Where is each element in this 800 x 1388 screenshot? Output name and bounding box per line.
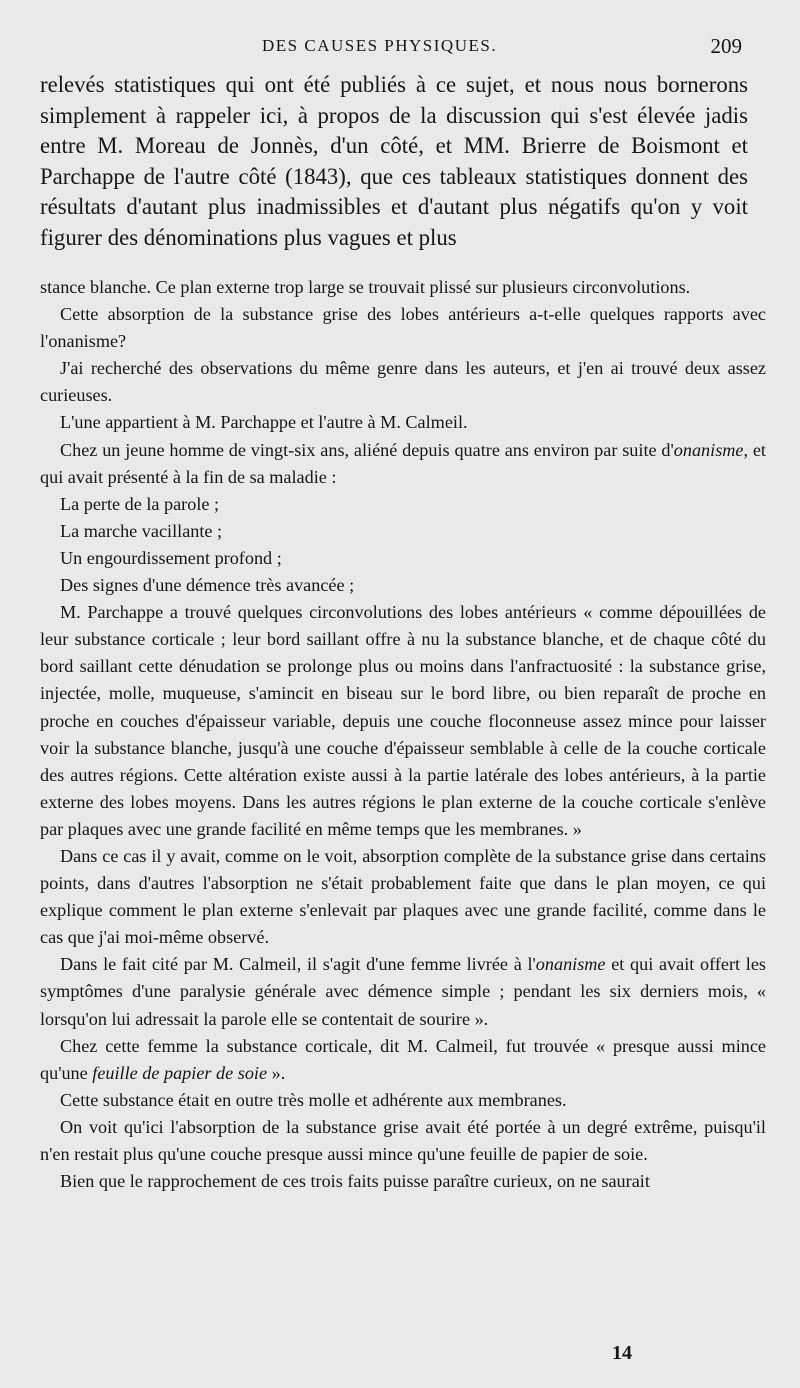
p9-text-a: Chez cette femme la substance corticale, dit M. Calmeil, fut trouvée « presque aussi mince qu'une xyxy=(40,1035,766,1083)
paragraph-10: Cette substance était en outre très molle et adhérente aux membranes. xyxy=(60,1089,567,1110)
p8-text-a: Dans le fait cité par M. Calmeil, il s'agit d'une femme livrée à l' xyxy=(60,954,536,975)
p5-text-b: , et qui avait présenté à la fin de sa maladie : xyxy=(40,439,766,487)
paragraph-7: Dans ce cas il y avait, comme on le voit, absorption complète de la substance grise dans certains points, dans d'autres l'absorption ne s'était probablement faite que dans le plan moyen, ce qui explique comment le plan externe s'enlevait par plaques avec une grande facilité, comme dans le cas que j'ai moi-même observé. xyxy=(40,845,766,948)
p8-italic: onanisme xyxy=(535,954,606,975)
main-paragraph: relevés statistiques qui ont été publiés à ce sujet, et nous nous bornerons simplement à rappeler ici, à propos de la discussion qui s'est élevée jadis entre M. Moreau de Jonnès, d'un côté, et MM. Brierre de Boismont et Parchappe de l'autre côté (1843), que ces tableaux statistiques donnent des résultats d'autant plus inadmissibles et d'autant plus négatifs qu'on y voit figurer des dénominations plus vagues et plus xyxy=(40,72,748,250)
list-item-1: La perte de la parole ; xyxy=(60,493,220,514)
page-number: 209 xyxy=(710,34,742,58)
main-text-block xyxy=(40,70,748,253)
paragraph-3: J'ai recherché des observations du même genre dans les auteurs, et j'en ai trouvé deux assez curieuses. xyxy=(40,358,766,406)
p5-italic: onanisme xyxy=(673,439,744,460)
list-item-3: Un engourdissement profond ; xyxy=(60,547,282,568)
p9-text-b: ». xyxy=(267,1062,286,1083)
list-item-2: La marche vacillante ; xyxy=(60,520,223,541)
page-header xyxy=(42,34,742,60)
list-item-4: Des signes d'une démence très avancée ; xyxy=(60,575,355,596)
paragraph-11: On voit qu'ici l'absorption de la substance grise avait été portée à un degré extrême, puisqu'il n'en restait plus qu'une couche presque aussi mince qu'une feuille de papier de soie. xyxy=(40,1116,766,1164)
paragraph-1: stance blanche. Ce plan externe trop large se trouvait plissé sur plusieurs circonvolutions. xyxy=(40,277,691,297)
running-head: DES CAUSES PHYSIQUES. xyxy=(262,36,498,55)
small-text-block xyxy=(40,274,766,1195)
paragraph-2: Cette absorption de la substance grise des lobes antérieurs a-t-elle quelques rapports avec l'onanisme? xyxy=(40,304,766,352)
paragraph-12: Bien que le rapprochement de ces trois faits puisse paraître curieux, on ne saurait xyxy=(60,1171,650,1192)
paragraph-4: L'une appartient à M. Parchappe et l'autre à M. Calmeil. xyxy=(60,412,468,433)
signature-mark: 14 xyxy=(612,1342,632,1364)
p5-text-a: Chez un jeune homme de vingt-six ans, aliéné depuis quatre ans environ par suite d' xyxy=(60,439,674,460)
paragraph-5 xyxy=(40,437,766,491)
p8-text-b: et qui avait offert les symptômes d'une paralysie générale avec démence simple ; pendant les six derniers mois, « lorsqu'on lui adressait la parole elle se contentait de sourire ». xyxy=(40,954,766,1029)
paragraph-8 xyxy=(40,951,766,1032)
paragraph-6: M. Parchappe a trouvé quelques circonvolutions des lobes antérieurs « comme dépouillées de leur substance corticale ; leur bord saillant offre à nu la substance blanche, et de chaque côté du bord saillant cette dénudation se prolonge plus ou moins dans l'anfractuosité : la substance grise, injectée, molle, muqueuse, s'amincit en biseau sur le bord libre, ou bien reparaît de proche en proche en couches d'épaisseur variable, depuis une couche floconneuse assez mince pour laisser voir la substance blanche, jusqu'à une couche d'épaisseur semblable à celle de la couche corticale des autres régions. Cette altération existe aussi à la partie latérale des lobes antérieurs, à la partie externe des lobes moyens. Dans les autres régions le plan externe de la couche corticale s'enlève par plaques avec une grande facilité en même temps que les membranes. » xyxy=(40,602,766,839)
paragraph-9 xyxy=(40,1033,766,1087)
p9-italic: feuille de papier de soie xyxy=(92,1062,268,1083)
